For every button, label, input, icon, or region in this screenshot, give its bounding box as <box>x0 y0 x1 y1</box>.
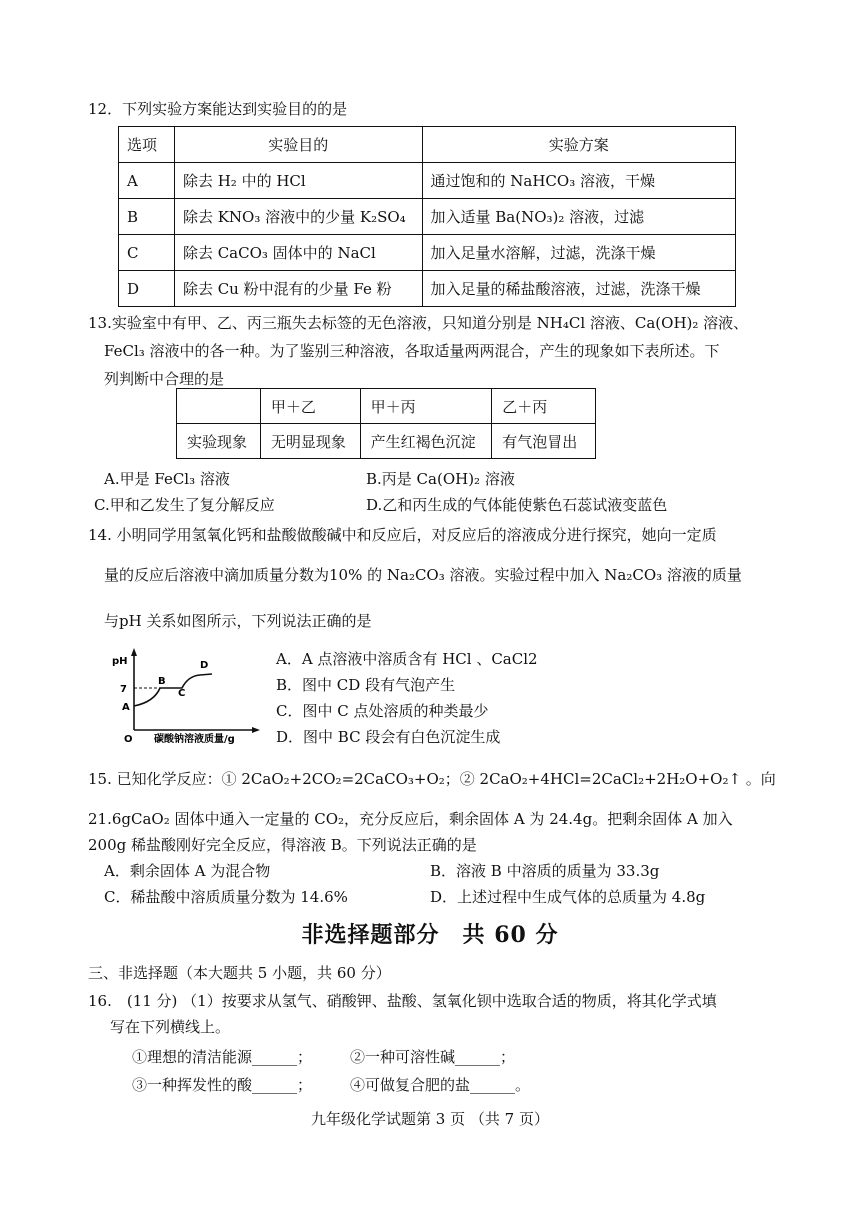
q13-line3: 列判断中合理的是 <box>104 370 225 388</box>
q14-option-c: C．图中 C 点处溶质的种类最少 <box>276 702 489 720</box>
q16-blank2: ②一种可溶性碱______； <box>350 1048 516 1066</box>
table-cell: B <box>119 199 175 235</box>
q16-blank1: ①理想的清洁能源______； <box>132 1048 313 1066</box>
point-a-label: A <box>122 702 130 713</box>
table-cell: 加入足量的稀盐酸溶液，过滤，洗涤干燥 <box>422 271 735 307</box>
table-header-cell: 选项 <box>119 127 175 163</box>
table-cell: 除去 KNO₃ 溶液中的少量 K₂SO₄ <box>174 199 422 235</box>
q14-option-b: B．图中 CD 段有气泡产生 <box>276 676 456 694</box>
table-header-row <box>177 389 596 424</box>
table-header-cell: 实验目的 <box>174 127 422 163</box>
ph-curve <box>134 674 212 706</box>
q15-line2: 21.6gCaO₂ 固体中通入一定量的 CO₂，充分反应后，剩余固体 A 为 24.4g。把剩余固体 A 加入 <box>88 810 733 828</box>
q16-line2: 写在下列横线上。 <box>110 1018 231 1036</box>
table-cell: 除去 H₂ 中的 HCl <box>174 163 422 199</box>
table-cell: D <box>119 271 175 307</box>
table-header-cell: 实验方案 <box>422 127 735 163</box>
origin-label: O <box>124 734 133 745</box>
table-cell: 无明显现象 <box>260 424 360 459</box>
q15-option-b: B．溶液 B 中溶质的质量为 33.3g <box>430 862 660 880</box>
q14-line1: 14. 小明同学用氢氧化钙和盐酸做酸碱中和反应后，对反应后的溶液成分进行探究，她向一定质 <box>88 526 717 544</box>
table-cell: 有气泡冒出 <box>492 424 596 459</box>
q14-option-d: D．图中 BC 段会有白色沉淀生成 <box>276 728 501 746</box>
q13-option-a: A.甲是 FeCl₃ 溶液 <box>104 470 230 488</box>
y-axis-arrow-icon <box>131 648 137 656</box>
q12-stem: 12．下列实验方案能达到实验目的的是 <box>88 100 348 118</box>
section-heading: 非选择题部分 共 60 分 <box>301 922 559 948</box>
table-header-cell: 甲＋乙 <box>260 389 360 424</box>
q13-line2: FeCl₃ 溶液中的各一种。为了鉴别三种溶液，各取适量两两混合，产生的现象如下表所述。下 <box>104 342 720 360</box>
y-tick-7: 7 <box>120 684 127 695</box>
q13-table <box>176 388 596 459</box>
x-axis-label: 碳酸钠溶液质量/g <box>154 734 235 745</box>
table-cell: 产生红褐色沉淀 <box>360 424 492 459</box>
q15-option-d: D．上述过程中生成气体的总质量为 4.8g <box>430 888 706 906</box>
q13-line1: 13.实验室中有甲、乙、丙三瓶失去标签的无色溶液，只知道分别是 NH₄Cl 溶液、Ca(OH)₂ 溶液、 <box>88 314 749 332</box>
table-cell: 除去 CaCO₃ 固体中的 NaCl <box>174 235 422 271</box>
ph-graph <box>104 646 274 746</box>
x-axis-arrow-icon <box>252 727 260 733</box>
table-header-cell: 甲＋丙 <box>360 389 492 424</box>
point-b-label: B <box>158 676 166 687</box>
y-axis-label: pH <box>112 656 128 667</box>
q13-option-d: D.乙和丙生成的气体能使紫色石蕊试液变蓝色 <box>366 496 668 514</box>
table-row <box>119 271 736 307</box>
q14-line2: 量的反应后溶液中滴加质量分数为10% 的 Na₂CO₃ 溶液。实验过程中加入 Na₂CO₃ 溶液的质量 <box>104 566 742 584</box>
table-cell: 通过饱和的 NaHCO₃ 溶液，干燥 <box>422 163 735 199</box>
table-row <box>119 235 736 271</box>
table-row <box>119 163 736 199</box>
q15-option-c: C．稀盐酸中溶质质量分数为 14.6% <box>104 888 348 906</box>
table-cell: C <box>119 235 175 271</box>
table-header-row <box>119 127 736 163</box>
q15-line1: 15. 已知化学反应：① 2CaO₂+2CO₂=2CaCO₃+O₂；② 2CaO₂+4HCl=2CaCl₂+2H₂O+O₂↑ 。向 <box>88 770 776 788</box>
q14-option-a: A．A 点溶液中溶质含有 HCl 、CaCl2 <box>276 650 538 668</box>
part3-heading: 三、非选择题（本大题共 5 小题，共 60 分） <box>88 964 391 982</box>
point-d-label: D <box>200 660 209 671</box>
q15-option-a: A．剩余固体 A 为混合物 <box>104 862 271 880</box>
table-header-cell <box>177 389 261 424</box>
table-row <box>177 424 596 459</box>
table-cell: A <box>119 163 175 199</box>
q13-option-b: B.丙是 Ca(OH)₂ 溶液 <box>366 470 515 488</box>
table-header-cell: 乙＋丙 <box>492 389 596 424</box>
table-row <box>119 199 736 235</box>
table-cell: 加入适量 Ba(NO₃)₂ 溶液，过滤 <box>422 199 735 235</box>
q15-line3: 200g 稀盐酸刚好完全反应，得溶液 B。下列说法正确的是 <box>88 836 477 854</box>
q16-blank3: ③一种挥发性的酸______； <box>132 1076 313 1094</box>
point-c-label: C <box>178 688 186 699</box>
q14-line3: 与pH 关系如图所示，下列说法正确的是 <box>104 612 372 630</box>
q12-table <box>118 126 736 307</box>
table-cell: 除去 Cu 粉中混有的少量 Fe 粉 <box>174 271 422 307</box>
q13-option-c: C.甲和乙发生了复分解反应 <box>94 496 275 514</box>
table-cell: 实验现象 <box>177 424 261 459</box>
page-footer: 九年级化学试题第 3 页 （共 7 页） <box>311 1110 549 1128</box>
q16-line1: 16. (11 分) （1）按要求从氢气、硝酸钾、盐酸、氢氧化钡中选取合适的物质，将其化学式填 <box>88 992 717 1010</box>
table-cell: 加入足量水溶解，过滤，洗涤干燥 <box>422 235 735 271</box>
q16-blank4: ④可做复合肥的盐______。 <box>350 1076 531 1094</box>
